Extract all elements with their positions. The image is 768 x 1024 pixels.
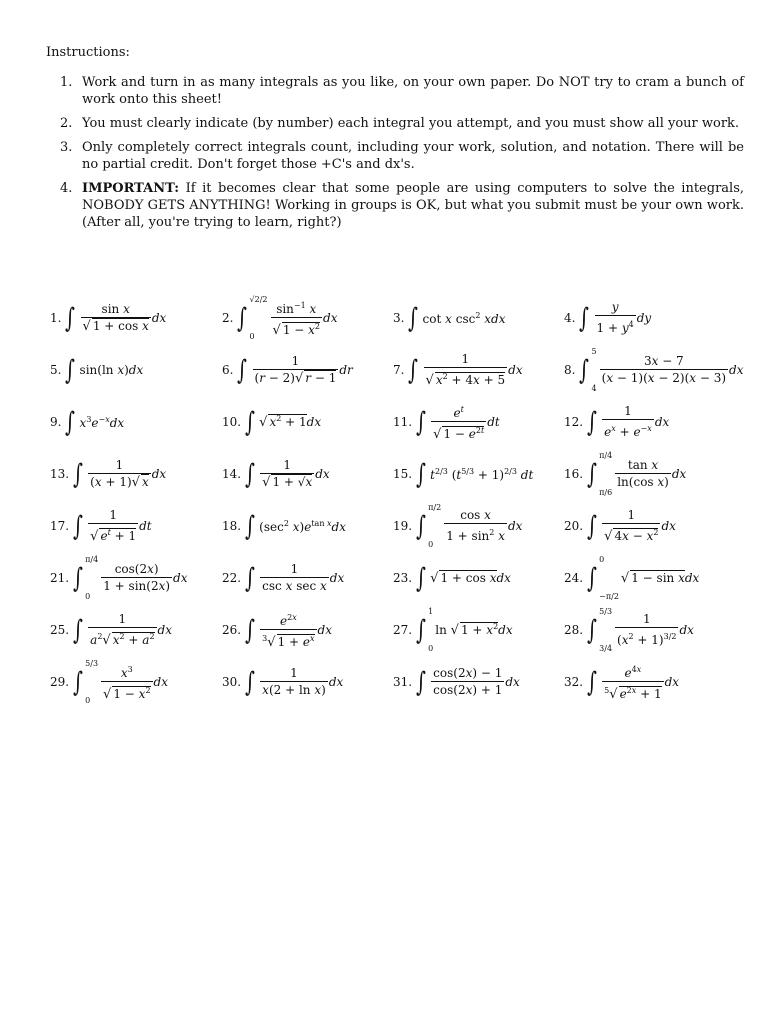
problem-18: 18. ∫ ($\sec^2$ $x)e^{tan x}dx$ — [222, 510, 346, 542]
problem-31: 31. ∫ $\frac{\cos(2x) - 1}{\cos(2x) + 1}$ dx — [393, 666, 520, 698]
problem-23: 23. ∫ √ 1 + cos xdx — [393, 562, 511, 594]
problem-row — [40, 292, 760, 344]
problem-28: 28. ∫ 5/3 3/4 $\frac{1}{(x^2 + 1)^{3/2}}$ dx — [564, 607, 694, 653]
instruction-item: 1. Work and turn in as many integrals as you like, on your own paper. Do NOT try to cram a bunch of work onto this sheet! — [60, 75, 744, 107]
problem-2: 2. ∫ √2/2 0 $\frac{\sin^{-1} x}{√ 1 - x^2}$ dx — [222, 295, 338, 341]
problem-row — [40, 604, 760, 656]
problem-14: 14. ∫ $\frac{1}{√ 1 + √x}$ dx — [222, 458, 330, 490]
problem-19: 19. ∫ π/2 0 $\frac{\text{cos x}}{1 + \sin^2 x}$ dx — [393, 503, 523, 549]
problem-6: 6. ∫ $\frac{1}{(r - 2)√ r - 1}$ dr — [222, 354, 353, 386]
problem-5: 5. ∫ sin(ln x)dx — [50, 354, 144, 386]
problem-24: 24. ∫ 0 −π/2 √ 1 − sin xdx — [564, 555, 700, 601]
problem-row — [40, 448, 760, 500]
problem-13: 13. ∫ $\frac{1}{(x + 1)√ x}$ dx — [50, 458, 167, 490]
problem-26: 26. ∫ $\frac{e^{2x}}{^3√ 1 + e^x}$ dx — [222, 613, 332, 650]
problem-10: 10. ∫ √ $x^2 + 1dx$ — [222, 406, 322, 438]
problem-row — [40, 656, 760, 708]
integral-problems-grid — [40, 292, 760, 708]
problem-25: 25. ∫ $\frac{1}{a^2√ x^2 + a^2}$ dx — [50, 612, 172, 648]
problem-21: 21. ∫ π/4 0 $\frac{\cos(2x)}{1 + \sin(2x)}$ dx — [50, 555, 188, 601]
instruction-item: 2. You must clearly indicate (by number) each integral you attempt, and you must show all your work. — [60, 116, 740, 131]
problem-8: 8. ∫ 5 4 $\frac{3x - 7}{(x - 1)(x - 2)(x - 3)}$ dx — [564, 347, 744, 393]
problem-row — [40, 500, 760, 552]
problem-29: 29. ∫ 5/3 0 $\frac{x^3}{√ 1 - x^2}$ dx — [50, 659, 168, 705]
problem-12: 12. ∫ $\frac{1}{e^x + e^{-x}}$ dx — [564, 404, 670, 439]
problem-30: 30. ∫ $\frac{1}{\text{x(2 + ln x)}}$ dx — [222, 666, 344, 698]
problem-1: 1. ∫ $\frac{\text{sin x}}{\text{√ 1 + cos x}}$ dx — [50, 302, 167, 334]
problem-4: 4. ∫ $\frac{y}{1 + y^4}$ dy — [564, 300, 652, 335]
instructions-list — [60, 74, 744, 238]
problem-32: 32. ∫ $\frac{e^{4x}}{^5√ e^{2x} + 1}$ dx — [564, 665, 680, 702]
problem-15: 15. ∫ $t^{2/3}$ $(t^{5/3} + 1)^{2/3}$ dt — [393, 458, 534, 490]
problem-16: 16. ∫ π/4 π/6 $\frac{\text{tan x}}{\text{ln(cos x)}}$ dx — [564, 451, 687, 497]
problem-3: 3. ∫ cot x $\csc^2$ xdx — [393, 302, 506, 334]
instruction-item: 4. IMPORTANT: If it becomes clear that some people are using computers to solve the integrals, NOBODY GETS ANYTHING! Working in groups is OK, but what you submit must be your own work. (After all, you're trying to learn, right?) — [60, 181, 744, 230]
problem-27: 27. ∫ 1 0 ln √ $1 + x^2dx$ — [393, 607, 513, 653]
problem-row — [40, 552, 760, 604]
problem-7: 7. ∫ $\frac{1}{√ x^2 + 4x + 5}$ dx — [393, 352, 523, 388]
instruction-item: 3. Only completely correct integrals count, including your work, solution, and notation. There will be no partial credit. Don't forget those +C's and dx's. — [60, 140, 744, 172]
instructions-heading: Instructions: — [46, 45, 130, 60]
problem-11: 11. ∫ $\frac{e^t}{√ 1 - e^{2t}}$ dt — [393, 405, 500, 442]
problem-22: 22. ∫ $\frac{1}{\text{csc x sec x}}$ dx — [222, 562, 345, 594]
problem-row — [40, 396, 760, 448]
problem-20: 20. ∫ $\frac{1}{√ 4x - x^2}$ dx — [564, 508, 676, 544]
problem-row — [40, 344, 760, 396]
problem-17: 17. ∫ $\frac{1}{√ e^t + 1}$ dt — [50, 508, 152, 544]
problem-9: 9. ∫ $x^3e^{-x}dx$ — [50, 406, 125, 438]
